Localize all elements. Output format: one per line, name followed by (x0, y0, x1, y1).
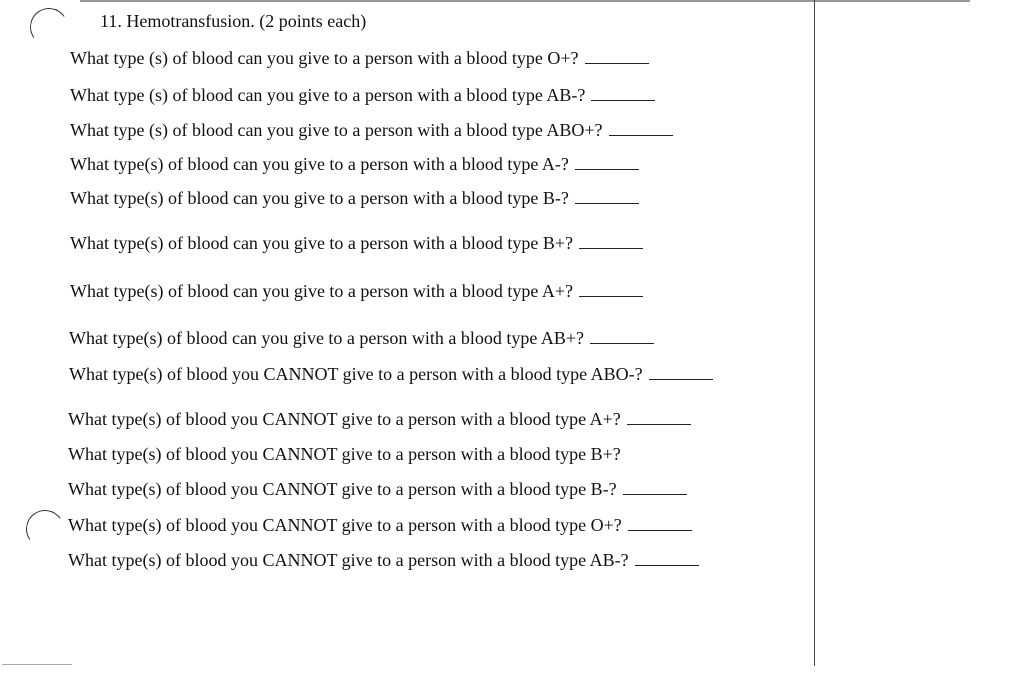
answer-blank[interactable] (585, 62, 649, 64)
question-text: What type(s) of blood you CANNOT give to a person with a blood type B-? (68, 479, 617, 499)
answer-blank[interactable] (579, 295, 643, 297)
question-item (70, 85, 655, 106)
question-item (68, 409, 691, 430)
page-bottom-mark (2, 664, 72, 665)
question-text: What type(s) of blood can you give to a person with a blood type B-? (70, 188, 569, 208)
page-right-margin-line (814, 0, 815, 666)
answer-blank[interactable] (628, 529, 692, 531)
binder-hole-mark (27, 5, 71, 49)
question-text: What type (s) of blood can you give to a person with a blood type ABO+? (70, 120, 603, 140)
question-text: What type(s) of blood you CANNOT give to a person with a blood type A+? (68, 409, 621, 429)
answer-blank[interactable] (649, 378, 713, 380)
question-text: What type(s) of blood can you give to a person with a blood type A+? (70, 281, 574, 301)
question-item (69, 364, 713, 385)
answer-blank[interactable] (609, 134, 673, 136)
question-item (69, 328, 654, 349)
question-item (68, 550, 699, 571)
question-text: What type(s) of blood can you give to a person with a blood type AB+? (69, 328, 585, 348)
question-item (70, 281, 643, 302)
question-item (70, 154, 639, 175)
question-text: What type(s) of blood you CANNOT give to a person with a blood type ABO-? (69, 364, 643, 384)
question-item (68, 479, 687, 500)
page-top-edge (80, 0, 970, 2)
question-text: What type(s) of blood can you give to a person with a blood type A-? (70, 154, 569, 174)
question-item (70, 48, 649, 69)
question-text: What type(s) of blood can you give to a person with a blood type B+? (70, 233, 574, 253)
question-text: What type (s) of blood can you give to a person with a blood type AB-? (70, 85, 586, 105)
answer-blank[interactable] (575, 202, 639, 204)
question-text: What type(s) of blood you CANNOT give to a person with a blood type B+? (68, 444, 621, 464)
section-title: 11. Hemotransfusion. (2 points each) (100, 11, 367, 31)
question-text: What type (s) of blood can you give to a person with a blood type O+? (70, 48, 579, 68)
question-text: What type(s) of blood you CANNOT give to a person with a blood type AB-? (68, 550, 629, 570)
answer-blank[interactable] (635, 564, 699, 566)
question-item (70, 120, 673, 141)
answer-blank[interactable] (627, 423, 691, 425)
question-item (68, 444, 621, 465)
answer-blank[interactable] (591, 99, 655, 101)
question-item (70, 233, 643, 254)
question-item (68, 515, 692, 536)
answer-blank[interactable] (590, 342, 654, 344)
answer-blank[interactable] (623, 493, 687, 495)
question-item (70, 188, 639, 209)
question-text: What type(s) of blood you CANNOT give to a person with a blood type O+? (68, 515, 622, 535)
answer-blank[interactable] (575, 168, 639, 170)
binder-hole-mark (23, 507, 67, 551)
answer-blank[interactable] (579, 247, 643, 249)
